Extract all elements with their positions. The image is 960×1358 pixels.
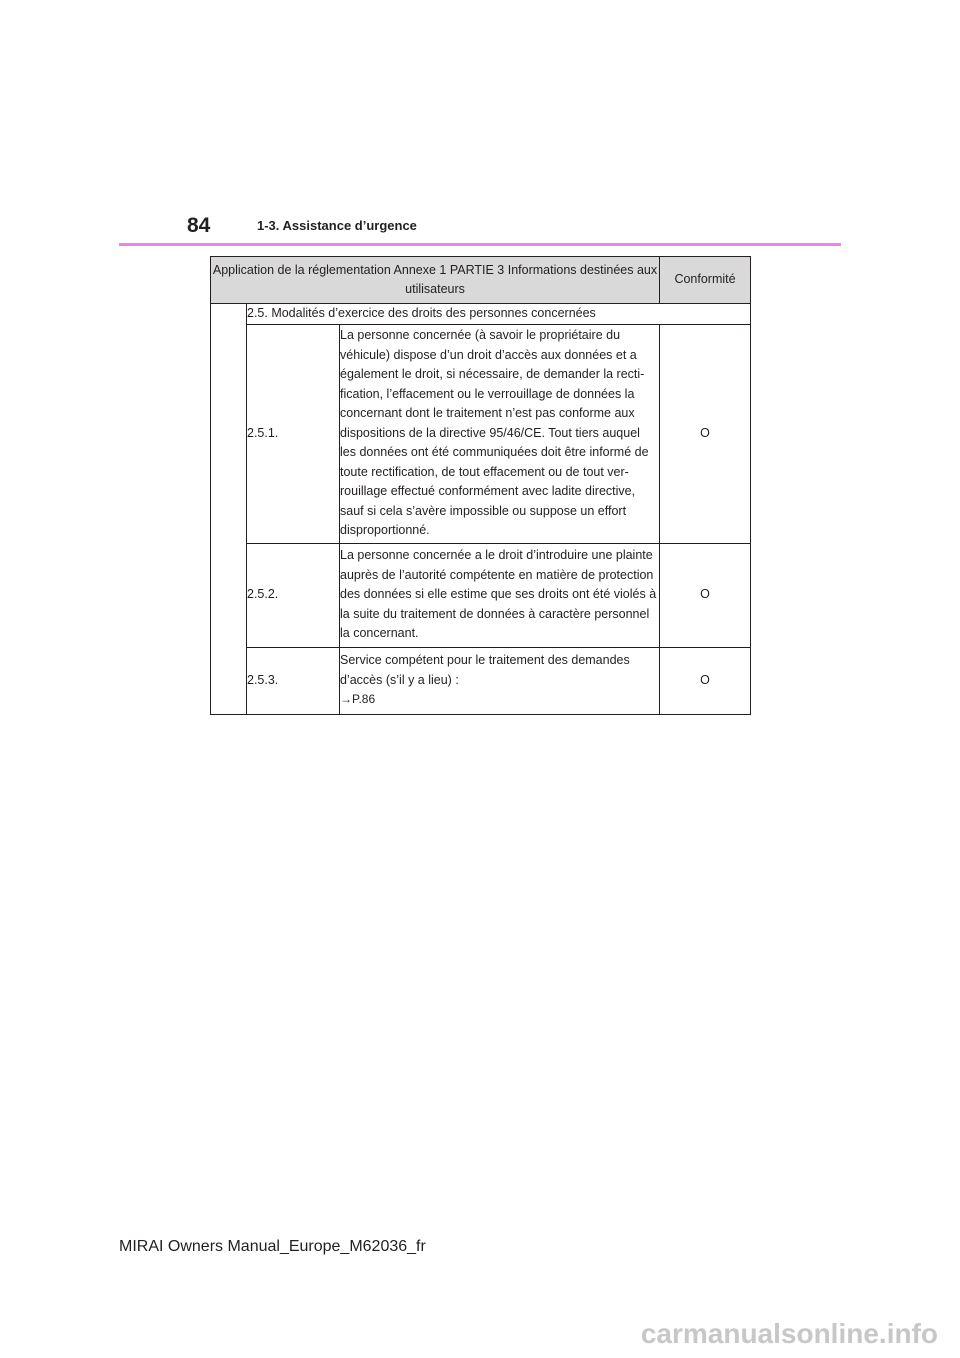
row-description: La personne concernée (à savoir le propriétaire du véhicule) dispose d’un droit d’accès aux données et a également le droit, si nécessaire, de demander la recti-fication, l’effacement ou le verrouillage de données la concernant dont le traitement n’est pas conforme aux dispositions de la directive 95/46/CE. Tout tiers auquel les données ont été communiquées doit être informé de toute rectification, de tout effacement ou de tout ver-rouillage effectué conformément avec ladite directive, sauf si cela s’avère impossible ou suppose un effort disproportionné.: [340, 324, 660, 543]
indent-column: [211, 304, 247, 715]
table-row: [211, 647, 751, 714]
table-row: [211, 324, 751, 543]
row-conformity: O: [660, 647, 751, 714]
regulation-table: [210, 256, 751, 715]
table-header-application: Application de la réglementation Annexe 1 PARTIE 3 Informations destinées aux utilisateurs: [211, 257, 660, 304]
row-number: 2.5.1.: [247, 324, 340, 543]
watermark: carmanualsonline.info: [640, 1318, 938, 1349]
row-description: La personne concernée a le droit d’introduire une plainte auprès de l’autorité compétente en matière de protection des données si elle estime que ses droits ont été violés à la suite du traitement de données à caractère personnel la concernant.: [340, 543, 660, 647]
page-number: 84: [187, 214, 211, 237]
row-number: 2.5.2.: [247, 543, 340, 647]
section-heading-row: [211, 304, 751, 325]
table-row: [211, 543, 751, 647]
row-description-text: Service compétent pour le traitement des demandes d’accès (s’il y a lieu) :: [340, 653, 630, 687]
section-title: 1-3. Assistance d’urgence: [257, 218, 417, 233]
row-number: 2.5.3.: [247, 647, 340, 714]
section-heading: 2.5. Modalités d’exercice des droits des personnes concernées: [247, 304, 751, 325]
footer-manual-name: MIRAI Owners Manual_Europe_M62036_fr: [119, 1238, 426, 1255]
row-description: [340, 647, 660, 714]
table-header-row: [211, 257, 751, 304]
table-header-conformity: Conformité: [660, 257, 751, 304]
page-reference-link[interactable]: →P.86: [340, 692, 376, 707]
row-conformity: O: [660, 543, 751, 647]
header-divider: [119, 243, 841, 246]
row-conformity: O: [660, 324, 751, 543]
